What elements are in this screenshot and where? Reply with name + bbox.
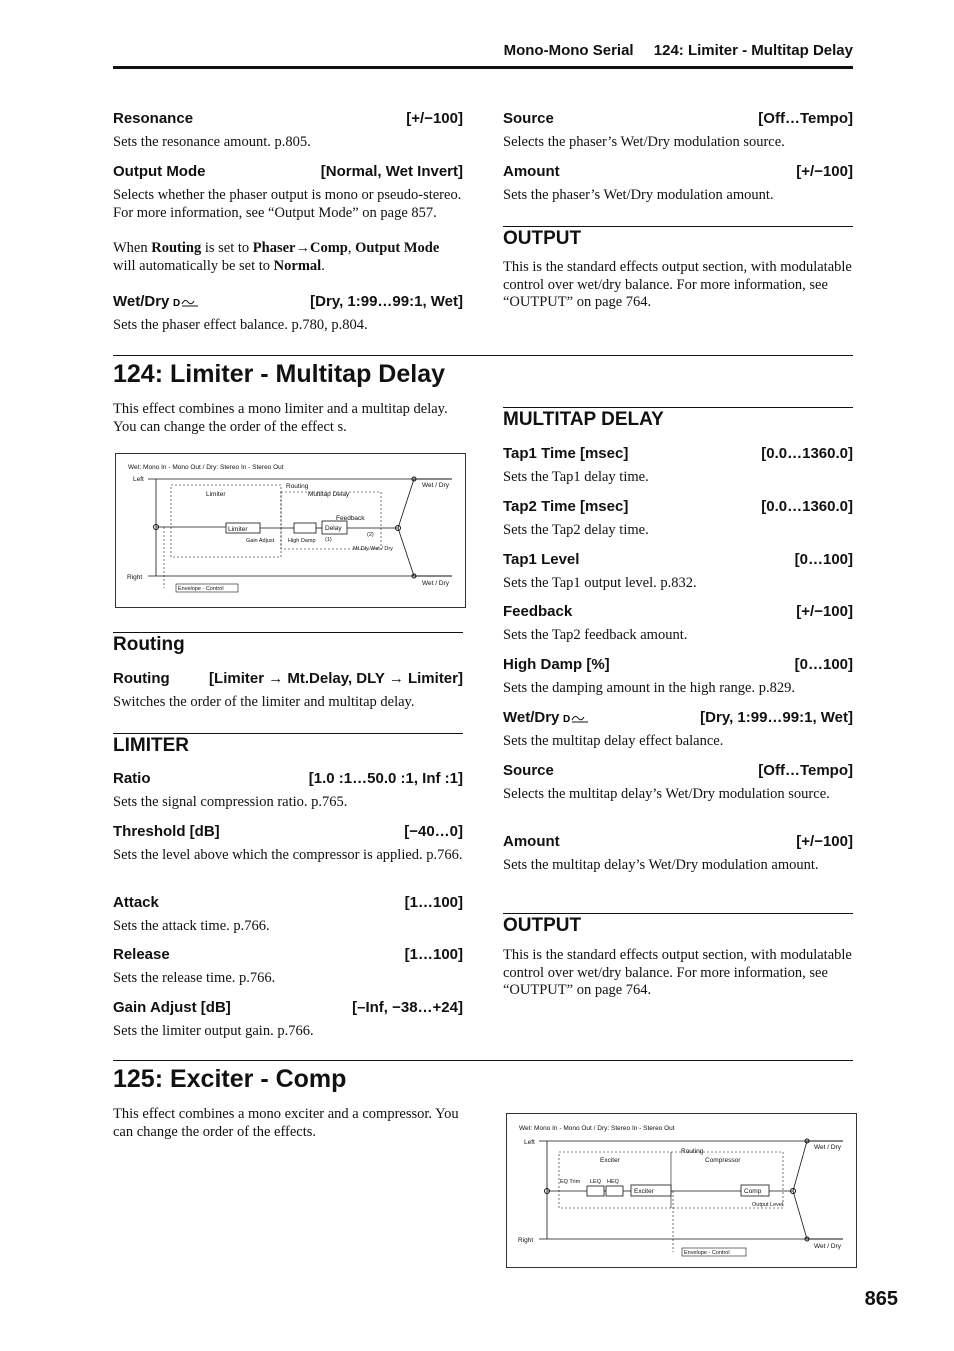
effect125-title: 125: Exciter - Comp [113,1065,347,1093]
svg-text:D: D [173,298,181,309]
output-title-1: OUTPUT [503,228,582,249]
limiter-rule [113,733,463,734]
param-ratio: Ratio [1.0 :1…50.0 :1, Inf :1] Sets the signal compression ratio. p.765. [113,770,463,810]
param-source-multitap: Source [Off…Tempo] Selects the multitap delay’s Wet/Dry modulation source. [503,762,853,802]
d124-high-damp: High Damp [288,538,316,544]
routing-note: When Routing is set to Phaser→Comp, Output Mode will automatically be set to Normal. [113,240,440,274]
param-threshold: Threshold [dB] [−40…0] Sets the level above which the compressor is applied. p.766. [113,823,463,863]
effect124-rule [113,355,853,356]
d124-left: Left [133,476,144,483]
param-tap1-level: Tap1 Level [0…100] Sets the Tap1 output level. p.832. [503,551,853,591]
d124-io: Wet: Mono In - Mono Out / Dry: Stereo In - Stereo Out [128,464,284,471]
d125-output-level: Output Level [752,1202,784,1208]
limiter-section-title: LIMITER [113,735,189,756]
header-effect: 124: Limiter - Multitap Delay [653,42,853,59]
effect124-block-diagram [115,453,466,608]
d124-envelope: Envelope - Control [178,586,224,592]
multitap-section-title: MULTITAP DELAY [503,409,664,430]
d125-io: Wet: Mono In - Mono Out / Dry: Stereo In - Stereo Out [519,1125,675,1132]
d124-mtdly-wetdry: Mt.Dly Wet / Dry [353,546,393,552]
param-release: Release [1…100] Sets the release time. p.766. [113,946,463,986]
param-tap1-time: Tap1 Time [msec] [0.0…1360.0] Sets the Tap1 delay time. [503,445,853,485]
d125-wetdry-top: Wet / Dry [814,1144,841,1151]
effect125-block-diagram [506,1113,857,1268]
header-rule [113,66,853,69]
param-routing: Routing [Limiter → Mt.Delay, DLY → Limiter] Switches the order of the limiter and multitap delay. [113,670,463,710]
param-amount-phaser: Amount [+/−100] Sets the phaser’s Wet/Dry modulation amount. [503,163,853,203]
d125-routing: Routing [681,1148,704,1155]
output-desc-1: This is the standard effects output section, with modulatable control over wet/dry balance. For more information, see “OUTPUT” on page 764. [503,259,852,310]
d124-routing: Routing [286,483,309,490]
routing-section-title: Routing [113,634,185,655]
output-rule-1 [503,226,853,227]
d124-tap1: (1) [325,537,332,543]
param-amount-multitap: Amount [+/−100] Sets the multitap delay’s Wet/Dry modulation amount. [503,833,853,873]
d125-heq: HEQ [607,1179,619,1185]
param-wetdry-phaser: Wet/Dry D [Dry, 1:99…99:1, Wet] Sets the phaser effect balance. p.780, p.804. [113,293,463,333]
d124-limiter-label: Limiter [206,491,226,498]
effect125-intro: This effect combines a mono exciter and a compressor. You can change the order of the effects. [113,1106,459,1140]
header-section: Mono-Mono Serial [503,42,634,59]
d124-feedback: Feedback [336,515,365,522]
param-high-damp: High Damp [%] [0…100] Sets the damping amount in the high range. p.829. [503,656,853,696]
d124-multitap-label: Multitap Delay [308,491,350,498]
d124-wetdry-bottom: Wet / Dry [422,580,449,587]
param-output-mode: Output Mode [Normal, Wet Invert] Selects whether the phaser output is mono or pseudo-stereo. For more information, see “Output Mode” on page 857. [113,163,463,221]
d125-leq: LEQ [590,1179,602,1185]
d125-exciter-label: Exciter [600,1157,620,1164]
dmod-icon [173,296,199,308]
output-desc-2: This is the standard effects output section, with modulatable control over wet/dry balance. For more information, see “OUTPUT” on page 764. [503,947,852,998]
param-resonance: Resonance [+/−100] Sets the resonance amount. p.805. [113,110,463,150]
param-feedback: Feedback [+/−100] Sets the Tap2 feedback amount. [503,603,853,643]
effect124-title: 124: Limiter - Multitap Delay [113,360,446,388]
svg-text:D: D [563,714,571,725]
dmod-icon [563,712,589,724]
d124-right: Right [127,574,143,581]
param-gain-adjust: Gain Adjust [dB] [–Inf, −38…+24] Sets the limiter output gain. p.766. [113,999,463,1039]
param-wetdry-multitap: Wet/Dry D [Dry, 1:99…99:1, Wet] Sets the multitap delay effect balance. [503,709,853,749]
d125-eqtrim: EQ Trim [560,1179,581,1185]
d124-tap2: (2) [367,532,374,538]
d124-gain-adjust: Gain Adjust [246,538,275,544]
output-title-2: OUTPUT [503,915,582,936]
d125-comp-box: Comp [744,1188,762,1195]
d124-delay-box: Delay [325,525,342,532]
d125-wetdry-bottom: Wet / Dry [814,1243,841,1250]
page-number: 865 [864,1288,898,1310]
d125-compressor-label: Compressor [705,1157,741,1164]
running-header [504,42,853,59]
d125-envelope: Envelope - Control [684,1250,730,1256]
multitap-rule [503,407,853,408]
effect125-rule [113,1060,853,1061]
d125-left: Left [524,1139,535,1146]
d124-limiter-box: Limiter [228,526,248,533]
d125-right: Right [518,1237,534,1244]
param-attack: Attack [1…100] Sets the attack time. p.766. [113,894,463,934]
d125-exciter-box: Exciter [634,1188,654,1195]
param-source-phaser: Source [Off…Tempo] Selects the phaser’s Wet/Dry modulation source. [503,110,853,150]
param-tap2-time: Tap2 Time [msec] [0.0…1360.0] Sets the Tap2 delay time. [503,498,853,538]
routing-rule [113,632,463,633]
output-rule-2 [503,913,853,914]
effect124-intro: This effect combines a mono limiter and a multitap delay. You can change the order of the effect s. [113,401,448,435]
d124-wetdry-top: Wet / Dry [422,482,449,489]
